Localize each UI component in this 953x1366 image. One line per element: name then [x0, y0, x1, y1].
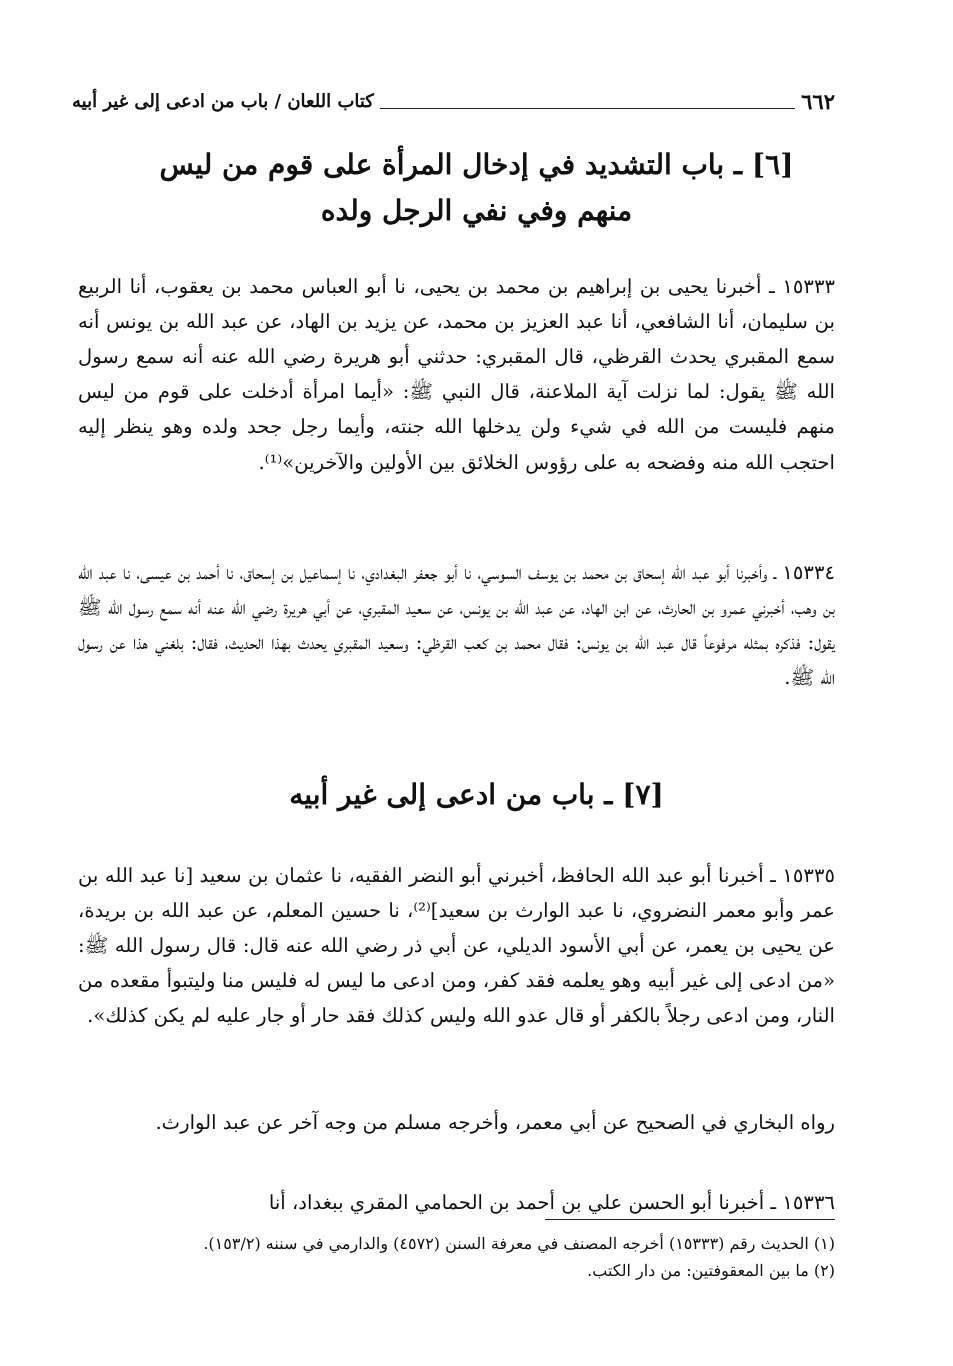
hadith-15333: ١٥٣٣٣ ـ أخبرنا يحيى بن إبراهيم بن محمد بن يحيى، نا أبو العباس محمد بن يعقوب، أنا الربيع بن سليمان، أنا الشافعي، أنا عبد العزيز بن محمد، عن يزيد بن الهاد، عن عبد الله بن يونس أنه سمع المقبري يحدث القرظي، قال المقبري: حدثني أبو هريرة رضي الله عنه أنه سمع رسول الله ﷺ يقول: لما نزلت آية الملاعنة، قال النبي ﷺ: «أيما امرأة أدخلت على قوم من ليس منهم فليست من الله في شيء ولن يدخلها الله جنته، وأيما رجل جحد ولده وهو ينظر إليه احتجب الله منه وفضحه به على رؤوس الخلائق بين الأولين والآخرين»⁽¹⁾. [78, 274, 835, 474]
hadith-15334: ١٥٣٣٤ ـ وأخبرنا أبو عبد الله إسحاق بن محمد بن يوسف السوسي، نا أبو جعفر البغدادي، نا إسماعيل بن إسحاق، نا أحمد بن عيسى، نا عبد الله بن وهب، أخبرني عمرو بن الحارث، عن ابن الهاد، عن عبد الله بن يونس، عن سعيد المقبري، عن أبي هريرة رضي الله عنه أنه سمع رسول الله ﷺ يقول: فذكره بمثله مرفوعاً قال عبد الله بن يونس: فقال محمد بن كعب القرظي: وسعيد المقبري يحدث بهذا الحديث، فقال: بلغني هذا عن رسول الله ﷺ. [78, 560, 835, 690]
footnote-1: (١) الحديث رقم (١٥٣٣٣) أخرجه المصنف في معرفة السنن (٤٥٧٢) والدارمي في سننه (١٥٣/٢). [203, 1234, 835, 1253]
footnote-rule [545, 1219, 835, 1220]
header-rule [380, 108, 795, 109]
page-header [72, 86, 835, 116]
footnote-2: (٢) ما بين المعقوفتين: من دار الكتب. [587, 1261, 835, 1280]
hadith-15336: ١٥٣٣٦ ـ أخبرنا أبو الحسن علي بن أحمد بن الحمامي المقري ببغداد، أنا [268, 1190, 835, 1214]
chapter-heading-6 [60, 142, 893, 234]
chapter-heading-6-line2: منهم وفي نفي الرجل ولده [320, 194, 633, 227]
chapter-heading-7: [٧] ـ باب من ادعى إلى غير أبيه [289, 778, 664, 811]
running-title: كتاب اللعان / باب من ادعى إلى غير أبيه [72, 91, 374, 112]
chapter-heading-6-line1: [٦] ـ باب التشديد في إدخال المرأة على قوم من ليس [159, 148, 794, 181]
footnotes [78, 1230, 835, 1284]
hadith-15335: ١٥٣٣٥ ـ أخبرنا أبو عبد الله الحافظ، أخبرني أبو النضر الفقيه، نا عثمان بن سعيد [نا عبد الله بن عمر وأبو معمر النضروي، نا عبد الوارث بن سعيد]⁽²⁾، نا حسين المعلم، عن عبد الله بن بريدة، عن يحيى بن يعمر، عن أبي الأسود الديلي، عن أبي ذر رضي الله عنه قال: قال رسول الله ﷺ: «من ادعى إلى غير أبيه وهو يعلمه فقد كفر، ومن ادعى ما ليس له فليس منا وليتبوأ مقعده من النار، ومن ادعى رجلاً بالكفر أو قال عدو الله وليس كذلك فقد حار أو جار عليه لم يكن كذلك». [78, 863, 835, 1028]
page-number: ٦٦٢ [801, 89, 835, 114]
commentary-paragraph: رواه البخاري في الصحيح عن أبي معمر، وأخرجه مسلم من وجه آخر عن عبد الوارث. [155, 1110, 835, 1134]
